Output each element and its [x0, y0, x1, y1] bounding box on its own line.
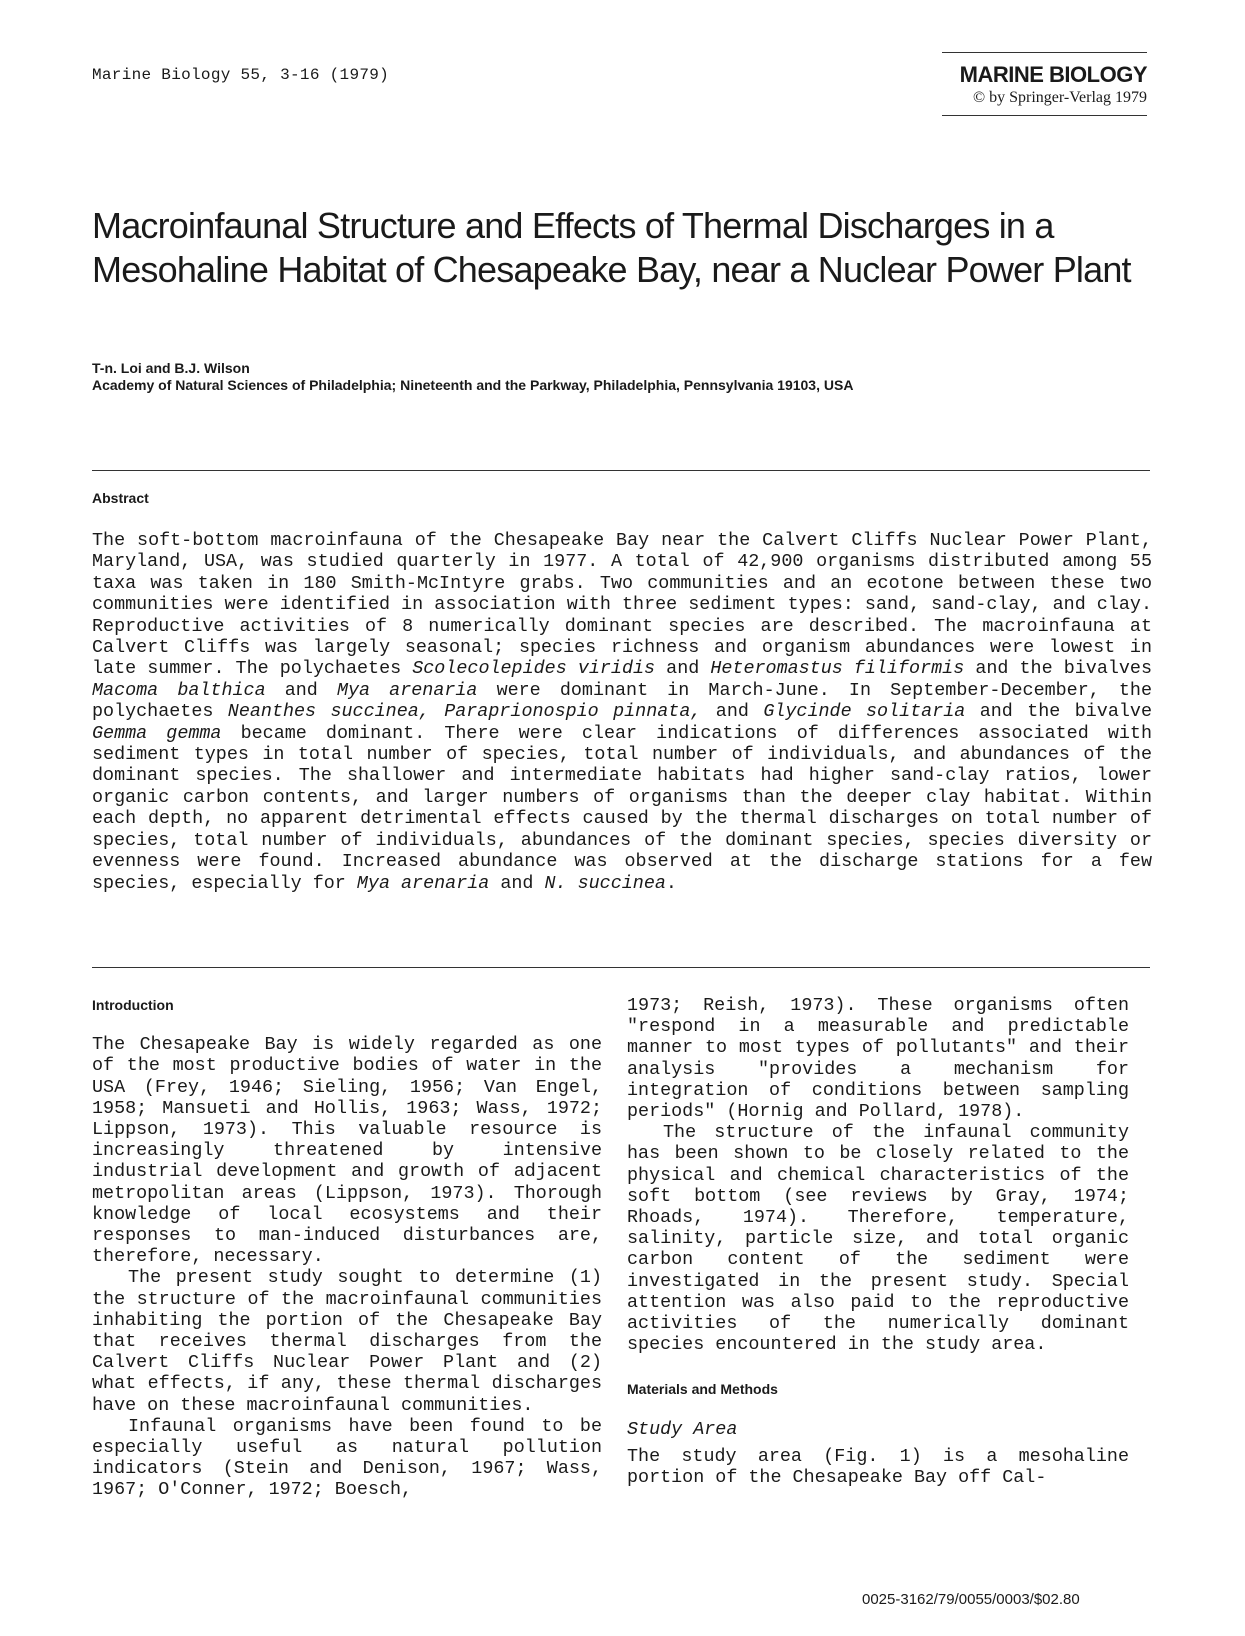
intro-paragraph-2: The present study sought to determine (1) the structure of the macroinfaunal communities inhabiting the portion of the Chesapeake Bay that receives thermal discharges from the Calvert Cliffs Nuclear Power Plant and (2) what effects, if any, these thermal discharges have on these macroinfaunal communities.: [92, 1267, 602, 1416]
journal-copyright: © by Springer-Verlag 1979: [972, 89, 1147, 106]
masthead-top-rule: [942, 52, 1147, 53]
document-code: 0025-3162/79/0055/0003/$02.80: [862, 1591, 1080, 1608]
affiliation: Academy of Natural Sciences of Philadelphia; Nineteenth and the Parkway, Philadelphia, Pennsylvania 19103, USA: [92, 377, 854, 393]
abstract-bottom-rule: [92, 967, 1150, 968]
intro-paragraph-1: The Chesapeake Bay is widely regarded as one of the most productive bodies of water in the USA (Frey, 1946; Sieling, 1956; Van Engel, 1958; Mansueti and Hollis, 1963; Wass, 1972; Lippson, 1973). This valuable resource is increasingly threatened by intensive industrial development and growth of adjacent metropolitan areas (Lippson, 1973). Thorough knowledge of local ecosystems and their responses to man-induced disturbances are, therefore, necessary.: [92, 1034, 602, 1268]
abstract-text: The soft-bottom macroinfauna of the Chesapeake Bay near the Calvert Cliffs Nuclear Power Plant, Maryland, USA, was studied quarterly in 1977. A total of 42,900 organisms distributed among 55 taxa was taken in 180 Smith-McIntyre grabs. Two communities and an ecotone between these two communities were identified in association with three sediment types: sand, sand-clay, and clay. Reproductive activities of 8 numerically dominant species are described. The macroinfauna at Calvert Cliffs was largely seasonal; species richness and organism abundances were lowest in late summer. The polychaetes Scolecolepides viridis and Heteromastus filiformis and the bivalves Macoma balthica and Mya arenaria were dominant in March-June. In September-December, the polychaetes Neanthes succinea, Paraprionospio pinnata, and Glycinde solitaria and the bivalve Gemma gemma became dominant. There were clear indications of differences associated with sediment types in total number of species, total number of individuals, and abundances of the dominant species. The shallower and intermediate habitats had higher sand-clay ratios, lower organic carbon contents, and larger numbers of organisms than the deeper clay habitat. Within each depth, no apparent detrimental effects caused by the thermal discharges on total number of species, total number of individuals, abundances of the dominant species, species diversity or evenness were found. Increased abundance was observed at the discharge stations for a few species, especially for Mya arenaria and N. succinea.: [92, 530, 1153, 894]
authors: T-n. Loi and B.J. Wilson: [92, 360, 250, 376]
intro-paragraph-3: Infaunal organisms have been found to be especially useful as natural pollution indicators (Stein and Denison, 1967; Wass, 1967; O'Conner, 1972; Boesch,: [92, 1415, 602, 1501]
journal-citation: Marine Biology 55, 3-16 (1979): [92, 66, 390, 84]
materials-methods-heading: Materials and Methods: [627, 1381, 778, 1398]
journal-masthead: [942, 52, 1147, 116]
introduction-heading: Introduction: [92, 997, 174, 1013]
right-column: [627, 995, 1129, 1488]
intro-paragraph-3-continued: 1973; Reish, 1973). These organisms often "respond in a measurable and predictable manner to most types of pollutants" and their analysis "provides a mechanism for integration of conditions between sampling periods" (Hornig and Pollard, 1978).: [627, 995, 1129, 1123]
abstract-top-rule: [92, 470, 1150, 471]
paper-title: Macroinfaunal Structure and Effects of Thermal Discharges in a Mesohaline Habitat of Chesapeake Bay, near a Nuclear Power Plant: [92, 205, 1131, 290]
abstract-heading: Abstract: [92, 490, 149, 506]
study-area-subheading: Study Area: [627, 1418, 738, 1440]
left-column: [92, 995, 602, 1501]
journal-name: MARINE BIOLOGY: [959, 62, 1147, 87]
methods-paragraph-1: The study area (Fig. 1) is a mesohaline portion of the Chesapeake Bay off Cal-: [627, 1445, 1129, 1489]
masthead-bottom-rule: [942, 115, 1147, 116]
intro-paragraph-4: The structure of the infaunal community has been shown to be closely related to the physical and chemical characteristics of the soft bottom (see reviews by Gray, 1974; Rhoads, 1974). Therefore, temperature, salinity, particle size, and total organic carbon content of the sediment were investigated in the present study. Special attention was also paid to the reproductive activities of the numerically dominant species encountered in the study area.: [627, 1122, 1129, 1356]
